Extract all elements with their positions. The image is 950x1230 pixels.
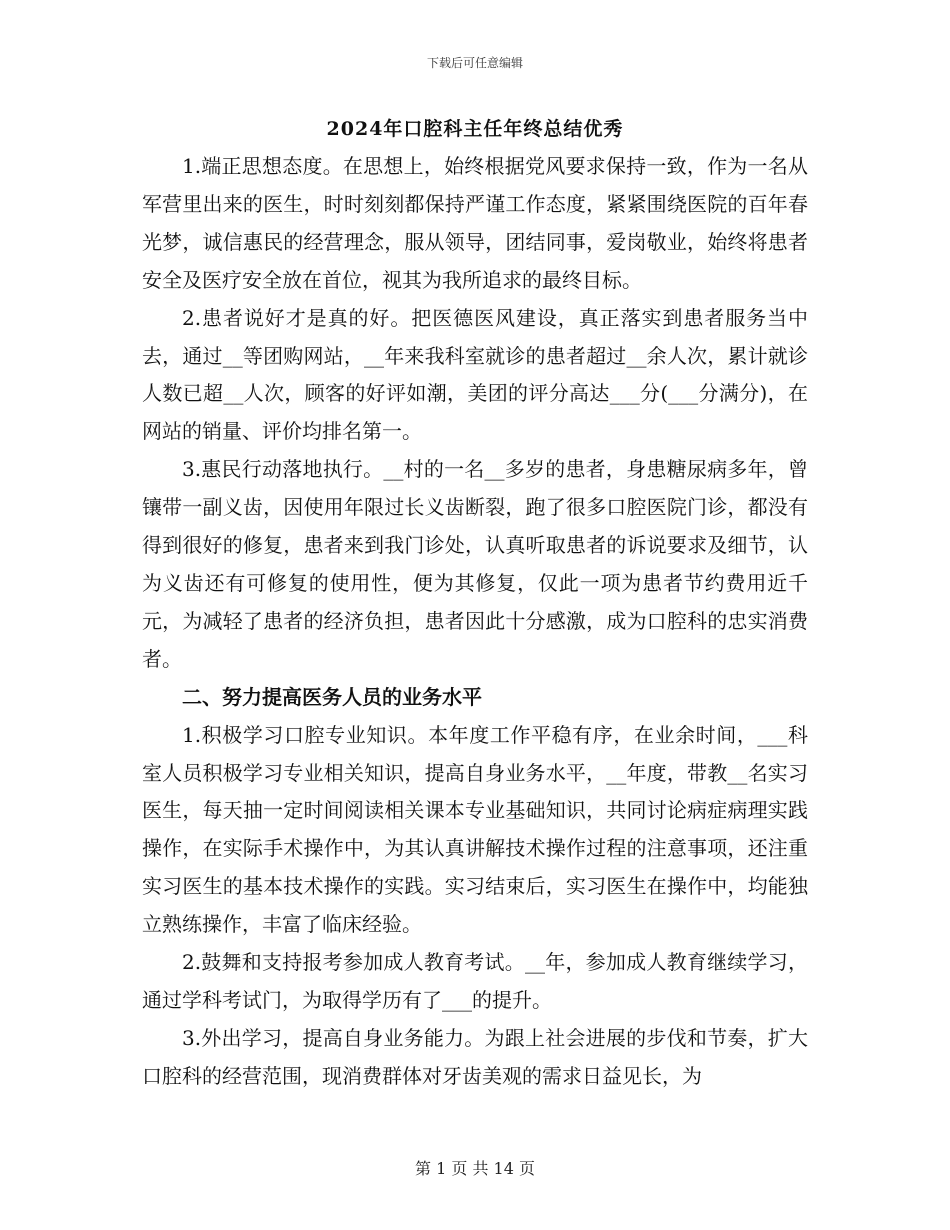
page-number: 第 1 页 共 14 页 xyxy=(415,1159,535,1178)
section-paragraph-2: 2.鼓舞和支持报考参加成人教育考试。__年，参加成人教育继续学习，通过学科考试门，为取得学历有了___的提升。 xyxy=(142,950,808,1012)
header-note: 下载后可任意编辑 xyxy=(426,56,523,70)
document-body xyxy=(142,148,808,1096)
section-paragraph-3: 3.外出学习，提高自身业务能力。为跟上社会进展的步伐和节奏，扩大口腔科的经营范围，现消费群体对牙齿美观的需求日益见长，为 xyxy=(142,1025,808,1088)
paragraph-1: 1.端正思想态度。在思想上，始终根据党风要求保持一致，作为一名从军营里出来的医生，时时刻刻都保持严谨工作态度，紧紧围绕医院的百年春光梦，诚信惠民的经营理念，服从领导，团结同事，爱岗敬业，始终将患者安全及医疗安全放在首位，视其为我所追求的最终目标。 xyxy=(142,154,808,292)
document-title: 2024年口腔科主任年终总结优秀 xyxy=(326,118,624,140)
section-heading: 二、努力提高医务人员的业务水平 xyxy=(182,684,482,709)
paragraph-2: 2.患者说好才是真的好。把医德医风建设，真正落实到患者服务当中去，通过__等团购网站，__年来我科室就诊的患者超过__余人次，累计就诊人数已超__人次，顾客的好评如潮，美团的评分高达___分(___分满分)，在网站的销量、评价均排名第一。 xyxy=(142,305,808,444)
paragraph-3: 3.惠民行动落地执行。__村的一名__多岁的患者，身患糖尿病多年，曾镶带一副义齿，因使用年限过长义齿断裂，跑了很多口腔医院门诊，都没有得到很好的修复，患者来到我门诊处，认真听取患者的诉说要求及细节，认为义齿还有可修复的使用性，便为其修复，仅此一项为患者节约费用近千元，为减轻了患者的经济负担，患者因此十分感激，成为口腔科的忠实消费者。 xyxy=(142,457,808,671)
section-paragraph-1: 1.积极学习口腔专业知识。本年度工作平稳有序，在业余时间，___科室人员积极学习专业相关知识，提高自身业务水平，__年度，带教__名实习医生，每天抽一定时间阅读相关课本专业基础知识，共同讨论病症病理实践操作，在实际手术操作中，为其认真讲解技术操作过程的注意事项，还注重实习医生的基本技术操作的实践。实习结束后，实习医生在操作中，均能独立熟练操作，丰富了临床经验。 xyxy=(142,722,808,937)
